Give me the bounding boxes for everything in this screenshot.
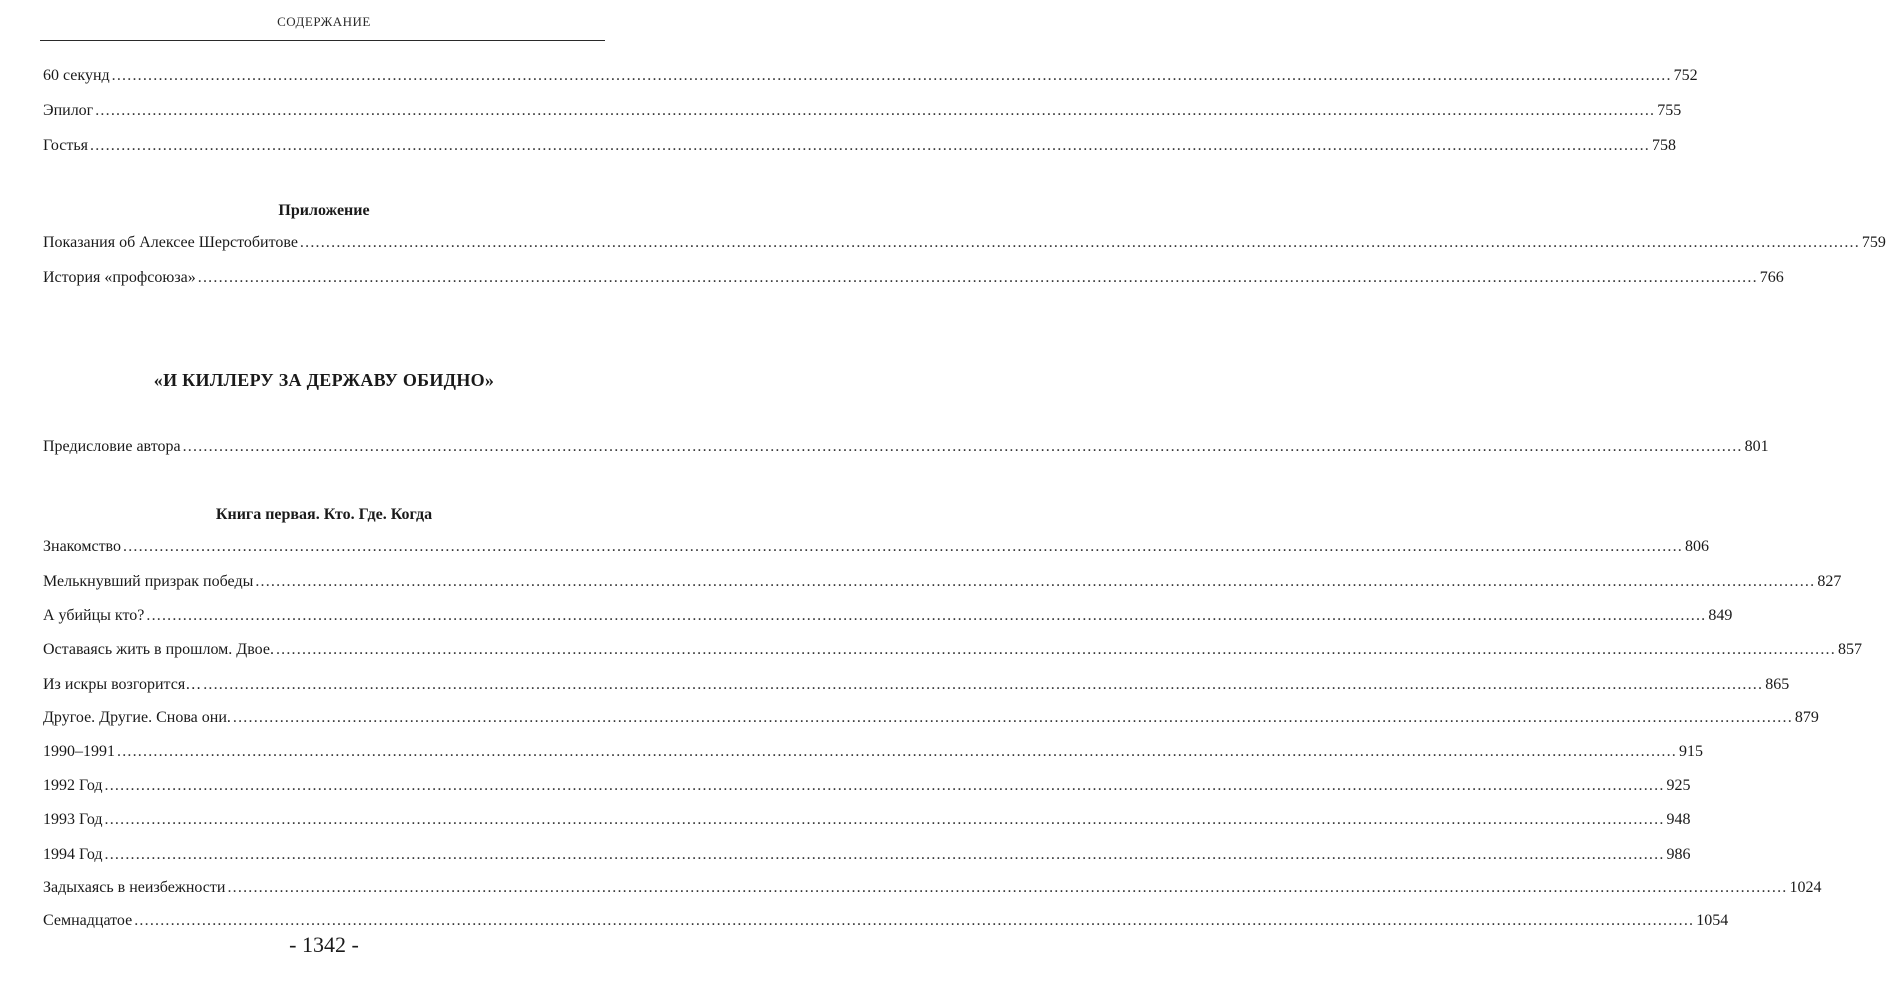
toc-entry [43,101,1682,121]
dot-leader: ............................................................................................................................................................................................................................................................................................................ [95,102,1656,119]
header-rule [40,40,605,41]
dot-leader: ............................................................................................................................................................................................................................................................................................................ [117,743,1677,760]
dot-leader: ............................................................................................................................................................................................................................................................................................................ [134,912,1695,929]
toc-entry-page: 857 [1837,641,1862,658]
dot-leader: ............................................................................................................................................................................................................................................................................................................ [203,676,1764,693]
toc-entry [43,640,1862,660]
toc-entry-page: 755 [1657,102,1682,119]
toc-entry-title: 1992 Год [43,777,103,794]
toc-entry-title: Мелькнувший призрак победы [43,573,254,590]
toc-entry [43,268,1784,288]
toc-entry-page: 1054 [1696,912,1729,929]
toc-entry [43,776,1691,796]
toc-entry [43,742,1703,762]
toc-entry [43,606,1733,626]
dot-leader: ............................................................................................................................................................................................................................................................................................................ [146,607,1707,624]
toc-entry [43,708,1819,728]
toc-entry-title: А убийцы кто? [43,607,145,624]
toc-entry [43,437,1769,457]
toc-entry-page: 827 [1817,573,1842,590]
toc-entry-page: 759 [1861,234,1886,251]
toc-entry [43,845,1691,865]
toc-entry-title: Оставаясь жить в прошлом. Двое. [43,641,274,658]
dot-leader: ............................................................................................................................................................................................................................................................................................................ [197,269,1758,286]
page-number: - 1342 - [289,932,359,957]
toc-entry-page: 758 [1652,137,1676,154]
toc-entry-page: 915 [1679,743,1703,760]
toc-entry-title: Предисловие автора [43,438,181,455]
dot-leader: ............................................................................................................................................................................................................................................................................................................ [227,879,1788,896]
toc-entry [43,911,1729,931]
toc-entry-page: 865 [1765,676,1790,693]
toc-entry-page: 849 [1708,607,1733,624]
toc-entry-page: 752 [1673,67,1698,84]
dot-leader: ............................................................................................................................................................................................................................................................................................................ [299,234,1860,251]
toc-entry [43,878,1822,898]
toc-entry [43,810,1691,830]
toc-entry-page: 801 [1744,438,1769,455]
toc-entry-page: 948 [1666,811,1691,828]
dot-leader: ............................................................................................................................................................................................................................................................................................................ [111,67,1672,84]
dot-leader: ............................................................................................................................................................................................................................................................................................................ [275,641,1836,658]
dot-leader: ............................................................................................................................................................................................................................................................................................................ [104,846,1665,863]
toc-entry-page: 806 [1685,538,1709,555]
toc-entry-title: 60 секунд [43,67,110,84]
toc-entry-page: 879 [1794,709,1819,726]
toc-entry [43,572,1842,592]
dot-leader: ............................................................................................................................................................................................................................................................................................................ [123,538,1683,555]
dot-leader: ............................................................................................................................................................................................................................................................................................................ [90,137,1650,154]
dot-leader: ............................................................................................................................................................................................................................................................................................................ [232,709,1793,726]
toc-entry-title: Другое. Другие. Снова они. [43,709,231,726]
toc-entry-title: Знакомство [43,538,121,555]
dot-leader: ............................................................................................................................................................................................................................................................................................................ [104,777,1665,794]
toc-entry-title: Показания об Алексее Шерстобитове [43,234,298,251]
toc-entry [43,233,1886,253]
book-one-heading: Книга первая. Кто. Где. Когда [215,506,433,523]
toc-entry-title: 1990–1991 [43,743,115,760]
toc-entry-title: История «профсоюза» [43,269,196,286]
book-title: «И КИЛЛЕРУ ЗА ДЕРЖАВУ ОБИДНО» [153,370,495,390]
toc-entry-title: Гостья [43,137,88,154]
toc-entry-page: 986 [1666,846,1691,863]
toc-entry-title: 1993 Год [43,811,103,828]
toc-entry [43,136,1676,156]
dot-leader: ............................................................................................................................................................................................................................................................................................................ [182,438,1743,455]
toc-entry-page: 1024 [1789,879,1822,896]
toc-entry-page: 925 [1666,777,1691,794]
dot-leader: ............................................................................................................................................................................................................................................................................................................ [255,573,1816,590]
toc-entry-title: Эпилог [43,102,94,119]
appendix-heading: Приложение [278,202,370,219]
toc-entry-page: 766 [1759,269,1784,286]
dot-leader: ............................................................................................................................................................................................................................................................................................................ [104,811,1665,828]
toc-entry-title: Семнадцатое [43,912,133,929]
toc-entry [43,537,1709,557]
toc-entry-title: Задыхаясь в неизбежности [43,879,226,896]
toc-entry [43,675,1790,695]
toc-entry-title: Из искры возгорится… [43,676,202,693]
toc-entry-title: 1994 Год [43,846,103,863]
toc-entry [43,66,1698,86]
running-head: СОДЕРЖАНИЕ [277,14,371,29]
